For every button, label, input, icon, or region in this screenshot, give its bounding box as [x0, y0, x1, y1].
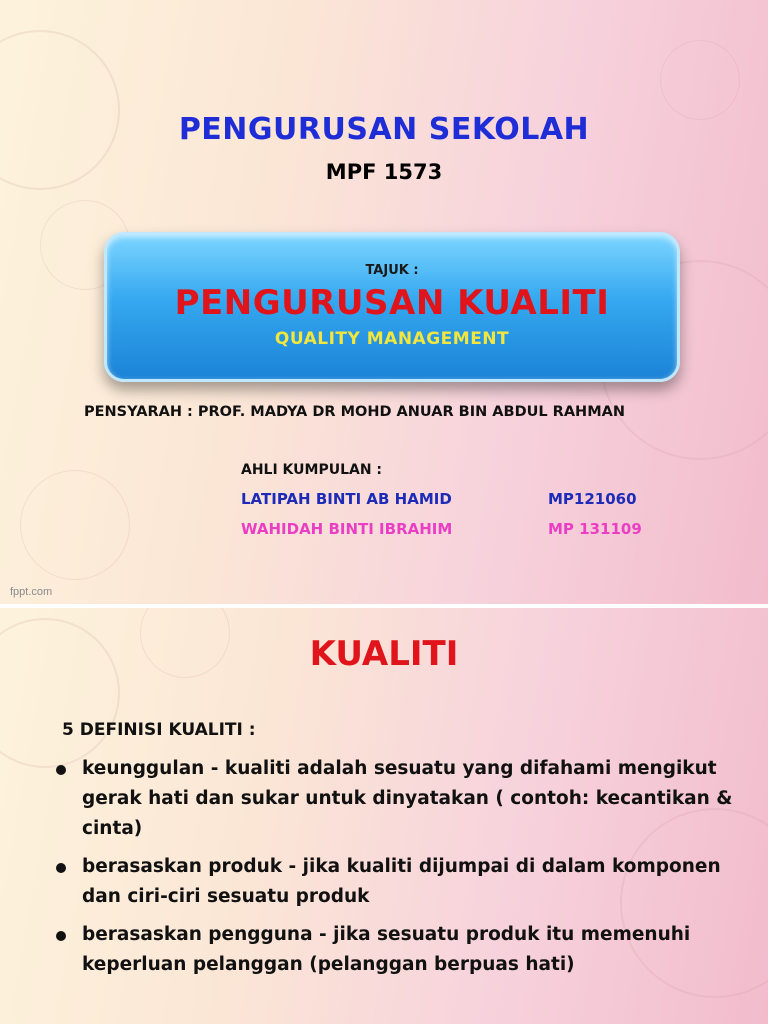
section-heading: 5 DEFINISI KUALITI : [62, 720, 256, 740]
member-name: LATIPAH BINTI AB HAMID [241, 490, 452, 508]
member-id: MP121060 [548, 490, 637, 508]
watermark: fppt.com [10, 586, 53, 598]
banner-label: TAJUK : [365, 263, 419, 278]
floral-ornament [660, 40, 740, 120]
bullet-icon [56, 765, 66, 775]
content-slide [0, 608, 768, 1024]
list-item [56, 754, 736, 844]
list-item-text: keunggulan - kualiti adalah sesuatu yang difahami mengikut gerak hati dan sukar untuk dinyatakan ( contoh: kecantikan & cinta) [82, 758, 733, 839]
lecturer-line: PENSYARAH : PROF. MADYA DR MOHD ANUAR BIN ABDUL RAHMAN [84, 404, 625, 420]
topic-banner [104, 232, 680, 382]
slide-title: PENGURUSAN SEKOLAH [178, 112, 590, 147]
list-item-text: berasaskan produk - jika kualiti dijumpai di dalam komponen dan ciri-ciri sesuatu produk [82, 856, 721, 907]
list-item-text: berasaskan pengguna - jika sesuatu produk itu memenuhi keperluan pelanggan (pelanggan berpuas hati) [82, 924, 691, 975]
member-name: WAHIDAH BINTI IBRAHIM [241, 520, 453, 538]
members-label: AHLI KUMPULAN : [241, 462, 383, 478]
floral-ornament [20, 470, 130, 580]
course-code: MPF 1573 [325, 160, 443, 184]
definition-list [56, 754, 736, 988]
banner-title: PENGURUSAN KUALITI [174, 283, 610, 323]
list-item [56, 920, 736, 980]
bullet-icon [56, 931, 66, 941]
bullet-icon [56, 863, 66, 873]
banner-subtitle: QUALITY MANAGEMENT [274, 329, 510, 349]
member-id: MP 131109 [548, 520, 642, 538]
slide-title: KUALITI [309, 634, 459, 674]
list-item [56, 852, 736, 912]
